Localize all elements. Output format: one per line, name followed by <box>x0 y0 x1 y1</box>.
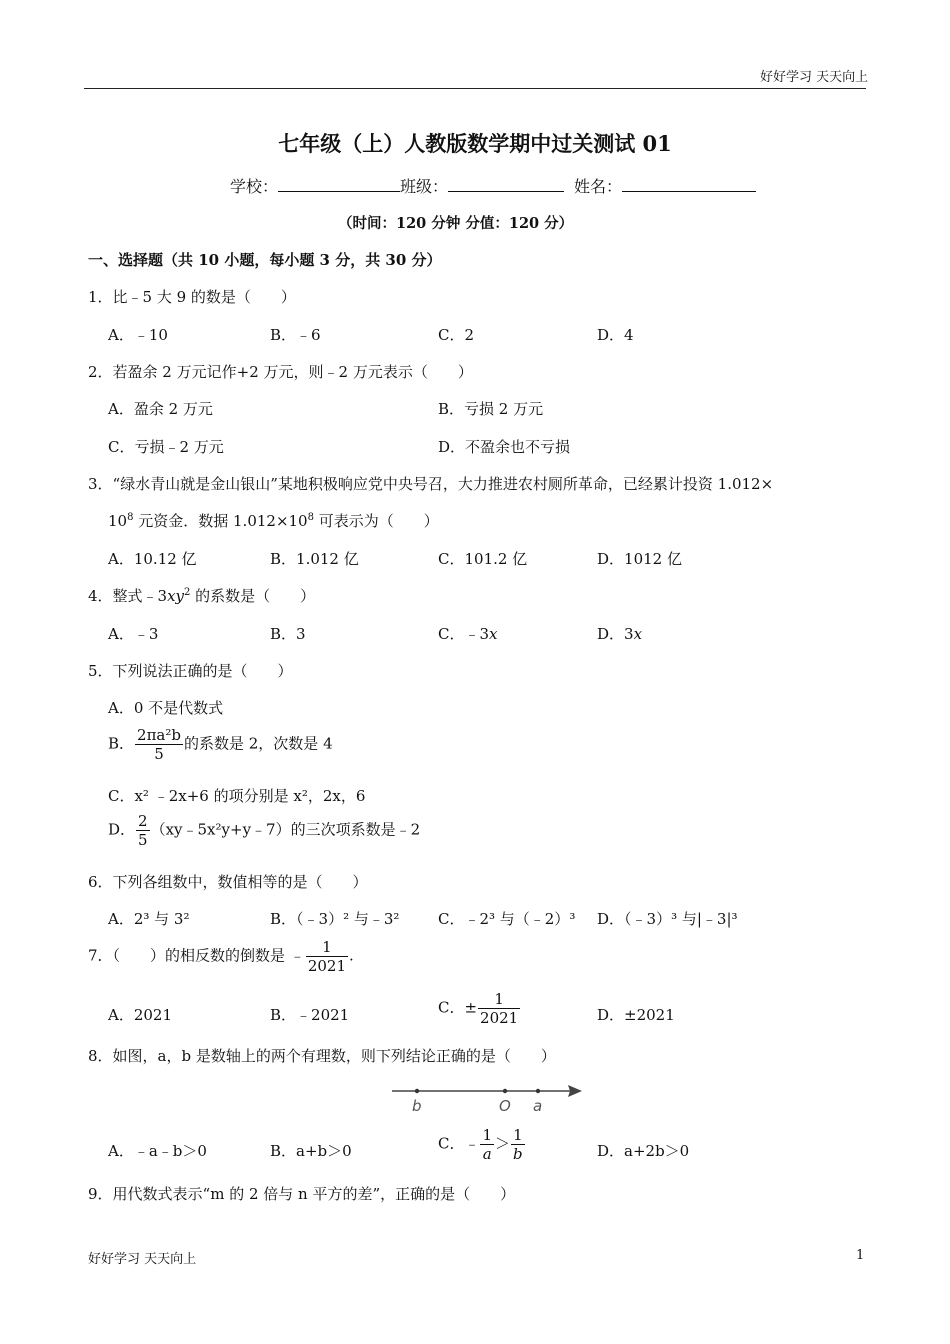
school-blank[interactable] <box>278 175 400 192</box>
label-origin: O <box>499 1097 511 1115</box>
q7-option-b[interactable]: B．﹣2021 <box>270 1006 350 1024</box>
header-rule <box>84 88 866 89</box>
number-line-figure <box>388 1080 588 1118</box>
question-3-line-1: 3．“绿水青山就是金山银山”某地积极响应党中央号召，大力推进农村厕所革命，已经累计投资 1.012× <box>88 475 774 493</box>
class-label: 班级： <box>400 177 449 196</box>
q6-option-b[interactable]: B．（﹣3）² 与﹣3² <box>270 910 400 928</box>
q1-option-d[interactable]: D．4 <box>597 326 634 344</box>
question-7-stem: 7．（ ）的相反数的倒数是 ﹣ $\frac{1}{2021}$ . <box>88 938 354 975</box>
header-motto: 好好学习 天天向上 <box>760 70 869 85</box>
arrow-right-icon <box>568 1085 582 1097</box>
name-label: 姓名： <box>574 177 623 196</box>
question-9-stem: 9．用代数式表示“m 的 2 倍与 n 平方的差”，正确的是（ ） <box>88 1185 516 1203</box>
page-number: 1 <box>856 1248 865 1263</box>
q6-option-d[interactable]: D．（﹣3）³ 与|﹣3|³ <box>597 910 738 928</box>
q1-option-b[interactable]: B．﹣6 <box>270 326 321 344</box>
q8-option-b[interactable]: B．a+b＞0 <box>270 1142 352 1160</box>
q2-option-d[interactable]: D．不盈余也不亏损 <box>438 438 571 456</box>
q7-fraction: $\frac{1}{2021}$ <box>307 938 347 975</box>
q5-option-a[interactable]: A．0 不是代数式 <box>108 699 224 717</box>
school-label: 学校： <box>230 177 279 196</box>
q6-option-c[interactable]: C．﹣2³ 与（﹣2）³ <box>438 910 576 928</box>
exam-time-score: （时间：120 分钟 分值：120 分） <box>338 215 574 232</box>
point-a <box>536 1089 540 1093</box>
label-a: a <box>533 1097 543 1115</box>
footer-motto: 好好学习 天天向上 <box>88 1252 197 1267</box>
section-heading: 一、选择题（共 10 小题，每小题 3 分，共 30 分） <box>88 251 442 269</box>
q5-option-d[interactable]: D． $\frac{2}{5}$ （xy﹣5x²y+y﹣7）的三次项系数是﹣2 <box>108 812 421 849</box>
student-info <box>230 174 756 197</box>
label-b: b <box>412 1097 422 1115</box>
question-5-stem: 5．下列说法正确的是（ ） <box>88 662 293 680</box>
q3-option-b[interactable]: B．1.012 亿 <box>270 550 359 568</box>
q2-option-c[interactable]: C．亏损﹣2 万元 <box>108 438 224 456</box>
question-4-stem: 4．整式$﹣3xy^2$ 的系数是（ ） <box>88 587 316 605</box>
q6-option-a[interactable]: A．2³ 与 3² <box>108 910 190 928</box>
q8-c-fraction-2: $\frac{1}{b}$ <box>513 1126 523 1163</box>
q4-option-d[interactable]: D．3x <box>597 625 643 643</box>
q4-option-b[interactable]: B．3 <box>270 625 306 643</box>
question-3-line-2: $10^8$ 元资金．数据 $1.012\times 10^8$ 可表示为（ ） <box>108 512 439 530</box>
q4-option-a[interactable]: A．﹣3 <box>108 625 159 643</box>
point-origin <box>503 1089 507 1093</box>
q2-option-a[interactable]: A．盈余 2 万元 <box>108 400 213 418</box>
question-8-stem: 8．如图，a，b 是数轴上的两个有理数，则下列结论正确的是（ ） <box>88 1047 556 1065</box>
q8-c-fraction-1: $\frac{1}{a}$ <box>482 1126 493 1163</box>
question-1-stem: 1．比﹣5 大 9 的数是（ ） <box>88 288 296 306</box>
q8-option-d[interactable]: D．a+2b＞0 <box>597 1142 690 1160</box>
q1-option-c[interactable]: C．2 <box>438 326 475 344</box>
question-6-stem: 6．下列各组数中，数值相等的是（ ） <box>88 873 368 891</box>
class-blank[interactable] <box>448 175 564 192</box>
q5-option-b[interactable]: B． $\frac{\text{2πa²b}}{5}$ 的系数是 2，次数是 4 <box>108 726 333 763</box>
q7-option-c[interactable]: C．± $\frac{1}{2021}$ <box>438 990 519 1027</box>
q8-option-c[interactable]: C．﹣ $\frac{1}{a}$ ＞ $\frac{1}{b}$ <box>438 1126 523 1163</box>
q5-option-c[interactable]: C．x² ﹣2x+6 的项分别是 x²，2x，6 <box>108 787 366 805</box>
page-title: 七年级（上）人教版数学期中过关测试 01 <box>278 131 672 156</box>
q2-option-b[interactable]: B．亏损 2 万元 <box>438 400 544 418</box>
q7-option-a[interactable]: A．2021 <box>108 1006 173 1024</box>
q8-option-a[interactable]: A．﹣a﹣b＞0 <box>108 1142 207 1160</box>
q1-option-a[interactable]: A．﹣10 <box>108 326 168 344</box>
point-b <box>415 1089 419 1093</box>
q3-option-d[interactable]: D．1012 亿 <box>597 550 682 568</box>
q5-b-fraction: $\frac{\text{2πa²b}}{5}$ <box>137 726 181 763</box>
q4-option-c[interactable]: C．﹣3x <box>438 625 498 643</box>
question-2-stem: 2．若盈余 2 万元记作+2 万元，则﹣2 万元表示（ ） <box>88 363 473 381</box>
q3-option-c[interactable]: C．101.2 亿 <box>438 550 528 568</box>
name-blank[interactable] <box>622 175 756 192</box>
q3-option-a[interactable]: A．10.12 亿 <box>108 550 197 568</box>
q7-c-fraction: $\frac{1}{2021}$ <box>480 990 519 1027</box>
q5-d-fraction: $\frac{2}{5}$ <box>138 812 148 849</box>
q7-option-d[interactable]: D．±2021 <box>597 1006 675 1024</box>
